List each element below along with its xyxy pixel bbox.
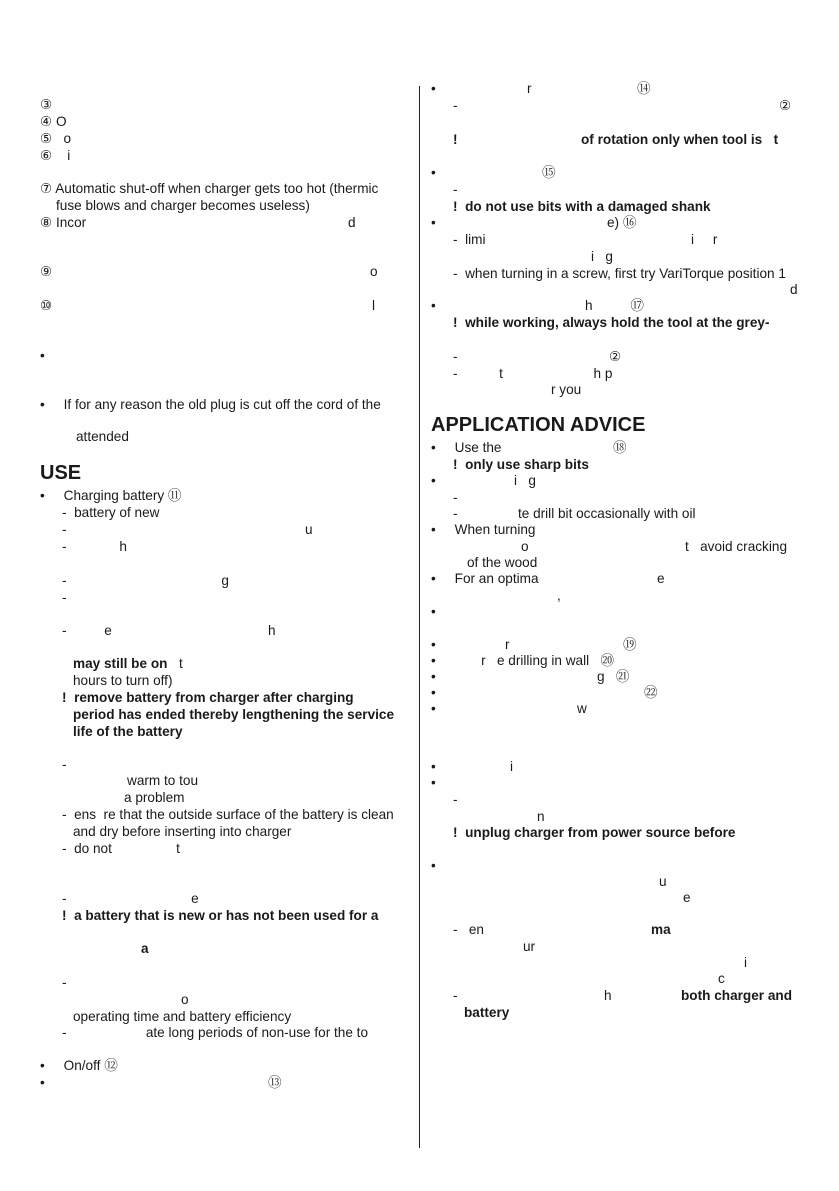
text-line: warm to tou — [127, 773, 199, 788]
text-line: • — [431, 81, 436, 96]
text-line: ma — [651, 922, 671, 937]
text-line: ! a battery that is new or has not been used for a — [62, 908, 379, 923]
text-line: life of the battery — [73, 724, 183, 739]
text-line: o — [521, 539, 529, 554]
text-line: • — [431, 165, 436, 180]
text-line: attended — [76, 429, 129, 444]
text-line: ! only use sharp bits — [453, 457, 589, 472]
text-line: t avoid cracking — [685, 539, 787, 554]
section-heading: USE — [40, 462, 82, 484]
text-line: - h — [62, 539, 127, 554]
text-line: ③ — [40, 97, 53, 112]
text-line: • — [431, 685, 436, 700]
text-line: • — [40, 1075, 45, 1090]
text-line: a problem — [124, 790, 185, 805]
text-line: • r e drilling in wall ⑳ — [431, 653, 615, 668]
text-line: ⑥ i — [40, 148, 71, 163]
text-line: • — [431, 701, 436, 716]
text-line: - ate long periods of non-use for the to — [62, 1025, 369, 1040]
text-line: • — [431, 473, 436, 488]
text-line: ! remove battery from charger after charging — [62, 690, 354, 705]
text-line: both charger and — [681, 988, 793, 1003]
text-line: • For an optima — [431, 571, 539, 586]
text-line: of rotation only when tool is t — [581, 132, 779, 147]
text-line: ⑦ Automatic shut-off when charger gets too hot (thermic — [40, 181, 379, 196]
text-line: ⑧ Incor — [40, 215, 87, 230]
text-line: ⑱ — [613, 440, 627, 455]
text-line: • Use the — [431, 440, 502, 455]
text-line: h ⑰ — [585, 298, 644, 313]
text-line: u — [659, 874, 667, 889]
text-line: of the wood — [467, 555, 538, 570]
text-line: i — [744, 955, 748, 970]
text-line: - — [453, 988, 458, 1003]
text-line: - do not t — [62, 841, 180, 856]
text-line: o — [370, 264, 378, 279]
text-line: - — [453, 98, 458, 113]
text-line: • — [431, 775, 436, 790]
text-line: - — [453, 792, 458, 807]
text-line: d — [790, 282, 798, 297]
text-line: - e — [62, 623, 112, 638]
text-line: ⑲ — [623, 637, 637, 652]
text-line: ! do not use bits with a damaged shank — [453, 199, 711, 214]
text-line: ⑬ — [268, 1075, 282, 1090]
text-line: - when turning in a screw, first try VariTorque position 1 — [453, 266, 786, 281]
text-line: operating time and battery efficiency — [73, 1009, 292, 1024]
text-line: i g — [514, 473, 536, 488]
text-line: battery — [464, 1005, 510, 1020]
text-line: - en — [453, 922, 484, 937]
text-line: ! unplug charger from power source before — [453, 825, 736, 840]
text-line: - limi — [453, 232, 486, 247]
text-line: - e — [62, 891, 199, 906]
text-line: u — [305, 522, 313, 537]
text-line: and dry before inserting into charger — [73, 824, 292, 839]
text-line: - — [62, 522, 67, 537]
text-line: • — [431, 298, 436, 313]
text-line: - te drill bit occasionally with oil — [453, 506, 696, 521]
text-line: - battery of new — [62, 505, 160, 520]
text-line: - — [62, 757, 67, 772]
text-line: - ens re that the outside surface of the battery is clean — [62, 807, 394, 822]
text-line: ⑨ — [40, 264, 53, 279]
text-line: hours to turn off) — [73, 673, 173, 688]
text-line: - t h p — [453, 366, 613, 381]
text-line: w — [577, 701, 587, 716]
text-line: ur — [523, 939, 536, 954]
text-line: l — [372, 298, 376, 313]
text-line: , — [557, 588, 561, 603]
text-line: h — [268, 623, 276, 638]
text-line: - g — [62, 573, 229, 588]
text-line: r — [527, 81, 532, 96]
text-line: a — [141, 941, 149, 956]
column-divider — [419, 86, 420, 1148]
text-line: • — [431, 215, 436, 230]
text-line: t — [179, 656, 183, 671]
text-line: ⑭ — [637, 81, 651, 96]
text-line: - — [453, 182, 458, 197]
text-line: • — [40, 348, 45, 363]
text-line: - — [62, 975, 67, 990]
text-line: fuse blows and charger becomes useless) — [56, 198, 310, 213]
text-line: ㉒ — [644, 685, 658, 700]
text-line: e) ⑯ — [607, 215, 637, 230]
text-line: ! while working, always hold the tool at the grey- — [453, 315, 770, 330]
text-line: • — [431, 604, 436, 619]
text-line: • On/off ⑫ — [40, 1058, 118, 1073]
text-line: - — [62, 590, 67, 605]
text-line: may still be on — [73, 656, 168, 671]
text-line: i r — [691, 232, 718, 247]
text-line: r — [505, 637, 510, 652]
text-line: - — [453, 490, 458, 505]
text-line: c — [718, 971, 725, 986]
text-line: period has ended thereby lengthening the service — [73, 707, 395, 722]
text-line: ⑤ o — [40, 131, 72, 146]
text-line: • Charging battery ⑪ — [40, 488, 182, 503]
text-line: ② — [779, 98, 792, 113]
text-line: o — [181, 992, 189, 1007]
text-line: • When turning — [431, 522, 536, 537]
text-line: e — [657, 571, 665, 586]
text-line: • — [431, 637, 436, 652]
text-line: • If for any reason the old plug is cut off the cord of the — [40, 397, 381, 412]
text-line: n — [537, 809, 545, 824]
text-line: ⑮ — [542, 165, 556, 180]
text-line: ⑩ — [40, 298, 53, 313]
text-line: g ㉑ — [597, 669, 630, 684]
text-line: ② — [609, 349, 622, 364]
text-line: - — [453, 349, 458, 364]
text-line: ! — [453, 132, 458, 147]
text-line: • — [431, 858, 436, 873]
text-line: • — [431, 669, 436, 684]
text-line: r you — [551, 382, 582, 397]
text-line: h — [604, 988, 612, 1003]
text-line: i g — [591, 249, 613, 264]
text-line: e — [683, 890, 691, 905]
text-line: ④ O — [40, 114, 67, 129]
text-line: • — [431, 759, 436, 774]
text-line: d — [348, 215, 356, 230]
text-line: i — [510, 759, 514, 774]
section-heading: APPLICATION ADVICE — [431, 414, 646, 436]
